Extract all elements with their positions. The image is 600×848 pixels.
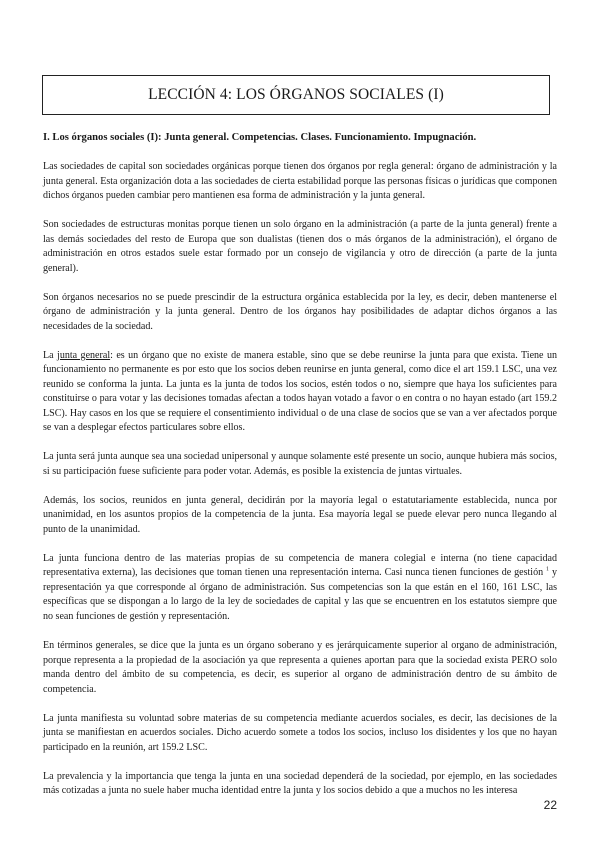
paragraph-2: Son sociedades de estructuras monitas porque tienen un solo órgano en la administración (a parte de la junta general) frente a las demás sociedades del resto de Europa que son dualistas (tienen dos o más órganos de la administración), el órgano de administración en otros estados suele estar formado por un consejo de vigilancia y otro de dirección (a parte de la junta general). [43, 219, 557, 274]
paragraph-10: La prevalencia y la importancia que tenga la junta en una sociedad dependerá de la sociedad, por ejemplo, en las sociedades más cotizadas a junta no suele haber mucha identidad entre la junta y los socios debido a que a muchos no les interesa [43, 770, 557, 797]
paragraph-3: Son órganos necesarios no se puede prescindir de la estructura orgánica establecida por la ley, es decir, deben mantenerse el órgano de administración y la junta general. Dentro de los órganos hay posibilidades de adaptar dichos órganos a las necesidades de la sociedad. [43, 291, 557, 332]
junta-general-term: junta general [57, 349, 111, 361]
paragraph-6: Además, los socios, reunidos en junta general, decidirán por la mayoría legal o estatutariamente establecida, nunca por unanimidad, en los asuntos propios de la competencia de la junta. Esa mayoría legal se puede elevar pero nunca llegando al punto de la unanimidad. [43, 494, 557, 535]
section-heading: I. Los órganos sociales (I): Junta general. Competencias. Clases. Funcionamiento. Impugnación. [43, 132, 477, 143]
body-text [43, 160, 557, 813]
paragraph-9: La junta manifiesta su voluntad sobre materias de su competencia mediante acuerdos sociales, es decir, las decisiones de la junta se manifiestan en acuerdos sociales. Dicho acuerdo somete a todos los socios, incluso los disidentes y los que no hayan participado en la reunión, art 159.2 LSC. [43, 712, 557, 753]
page-number: 22 [543, 798, 557, 812]
paragraph-7-text-b: y representación ya que corresponde al órgano de administración. Sus competencias son la que están en el 160, 161 LSC, las específicas que se dispongan a lo largo de la ley de sociedades de capital y las que se encuentren en los estatutos siempre que no sean funciones de gestión y representación. [43, 567, 557, 623]
paragraph-5: La junta será junta aunque sea una sociedad unipersonal y aunque solamente esté presente un socio, aunque hubiera más socios, si su participación fuese suficiente para poder votar. Además, es posible la existencia de juntas virtuales. [43, 451, 557, 477]
paragraph-7-text-a: La junta funciona dentro de las materias propias de su competencia de manera colegial e interna (no tiene capacidad representativa externa), las decisiones que toman tienen una representación interna. Casi nunca tienen funciones de gestión [43, 552, 557, 579]
paragraph-4-text: : es un órgano que no existe de manera estable, sino que se debe reunirse la junta para que exista. Tiene un funcionamiento no permanente es por esto que los socios deben reunirse en junta general, como dice el art 159.1 LSC, una vez reunido se conforma la junta. La junta es la junta de todos los socios, estén todos o no, siempre que haya los suficientes para constituirse o para votar y las decisiones tomadas afectan a todos hayan votado a favor o en contra o no hayan estado (art 159.2 LSC). Hay casos en los que se requiere el consentimiento individual o de una clase de socios que se van a ver afectados porque se van a desplegar efectos particulares sobre ellos. [43, 349, 557, 434]
paragraph-4-prefix: La [43, 349, 58, 361]
lesson-title-box [42, 75, 550, 115]
paragraph-8: En términos generales, se dice que la junta es un órgano soberano y es jerárquicamente superior al organo de administración, porque representa a la propiedad de la asociación ya que representa a quienes aportan para que la sociedad exista PERO solo manda dentro del ámbito de su competencia, es decir, es superior al organo de administración dentro de su ámbito de competencia. [43, 639, 557, 695]
lesson-title: LECCIÓN 4: LOS ÓRGANOS SOCIALES (I) [148, 86, 444, 103]
paragraph-4 [43, 349, 557, 436]
paragraph-1: Las sociedades de capital son sociedades orgánicas porque tienen dos órganos por regla general: órgano de administración y la junta general. Esta organización dota a las sociedades de cierta estabilidad porque las personas físicas o jurídicas que componen dichos órganos pueden cambiar pero mantienen esa forma de administración y la junta general. [43, 161, 557, 202]
footnote-marker[interactable]: 1 [546, 567, 550, 574]
paragraph-7 [43, 552, 557, 625]
